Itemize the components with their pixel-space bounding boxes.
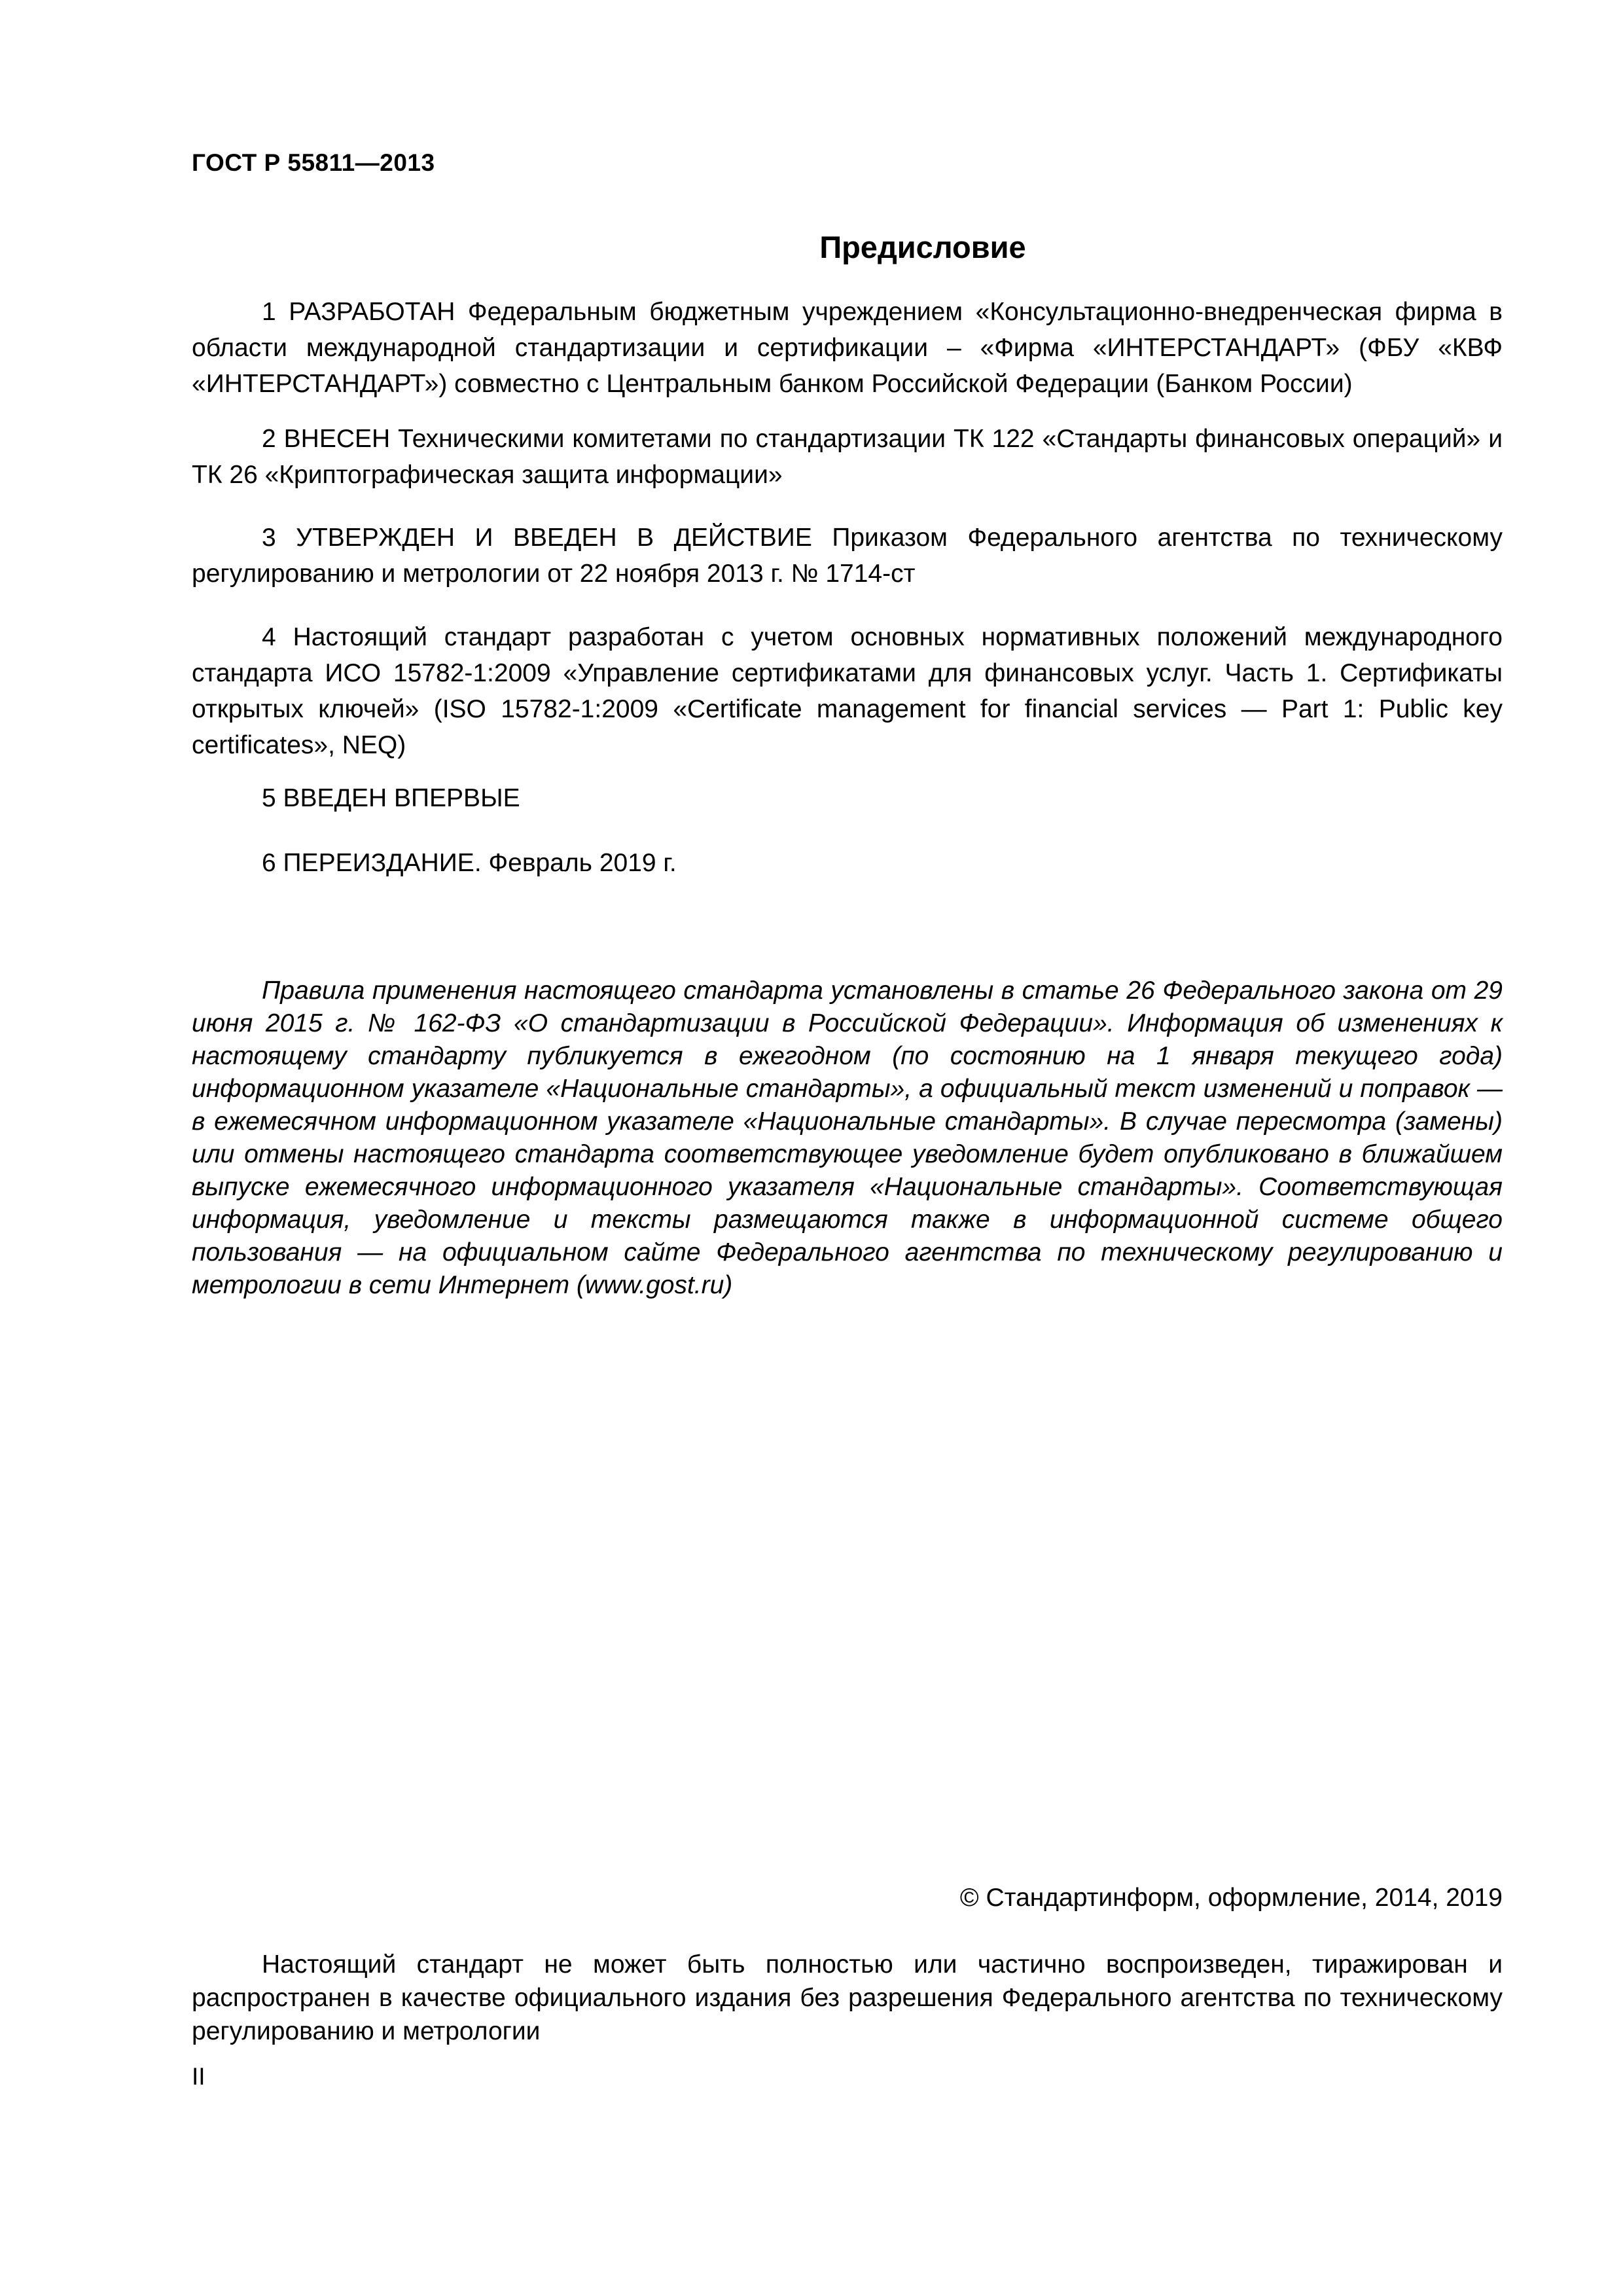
foreword-item-1: 1 РАЗРАБОТАН Федеральным бюджетным учреждением «Консультационно-внедренческая фирма в области международной стандартизации и сертификации – «Фирма «ИНТЕРСТАНДАРТ» (ФБУ «КВФ «ИНТЕРСТАНДАРТ») совместно с Центральным банком Российской Федерации (Банком России) (192, 298, 1503, 398)
foreword-item-3: 3 УТВЕРЖДЕН И ВВЕДЕН В ДЕЙСТВИЕ Приказом Федерального агентства по техническому регулированию и метрологии от 22 ноября 2013 г. № 1714-ст (192, 524, 1503, 588)
foreword-item-2: 2 ВНЕСЕН Техническими комитетами по стандартизации ТК 122 «Стандарты финансовых операций» и ТК 26 «Криптографическая защита информации» (192, 425, 1503, 489)
page-title: Предисловие (819, 230, 1026, 264)
page-number: II (192, 2063, 205, 2090)
application-rules-notice: Правила применения настоящего стандарта установлены в статье 26 Федерального закона от 29 июня 2015 г. № 162-ФЗ «О стандартизации в Российской Федерации». Информация об изменениях к настоящему стандарту публикуется в ежегодном (по состоянию на 1 января текущего года) информационном указателе «Национальные стандарты», а официальный текст изменений и поправок — в ежемесячном информационном указателе «Национальные стандарты». В случае пересмотра (замены) или отмены настоящего стандарта соответствующее уведомление будет опубликовано в ближайшем выпуске ежемесячного информационного указателя «Национальные стандарты». Соответствующая информация, уведомление и тексты размещаются также в информационной системе общего пользования — на официальном сайте Федерального агентства по техническому регулированию и метрологии в сети Интернет (www.gost.ru) (192, 977, 1503, 1299)
copyright-line: © Стандартинформ, оформление, 2014, 2019 (959, 1884, 1503, 1912)
reproduction-restriction: Настоящий стандарт не может быть полностью или частично воспроизведен, тиражирован и распространен в качестве официального издания без разрешения Федерального агентства по техническому регулированию и метрологии (192, 1950, 1503, 2045)
foreword-item-6: 6 ПЕРЕИЗДАНИЕ. Февраль 2019 г. (262, 849, 677, 877)
foreword-item-5: 5 ВВЕДЕН ВПЕРВЫЕ (262, 784, 520, 812)
foreword-item-4: 4 Настоящий стандарт разработан с учетом основных нормативных положений международного стандарта ИСО 15782-1:2009 «Управление сертификатами для финансовых услуг. Часть 1. Сертификаты открытых ключей» (ISO 15782-1:2009 «Certificate management for financial services — Part 1: Public key certificates», NEQ) (192, 623, 1503, 759)
document-code: ГОСТ Р 55811—2013 (192, 149, 435, 176)
